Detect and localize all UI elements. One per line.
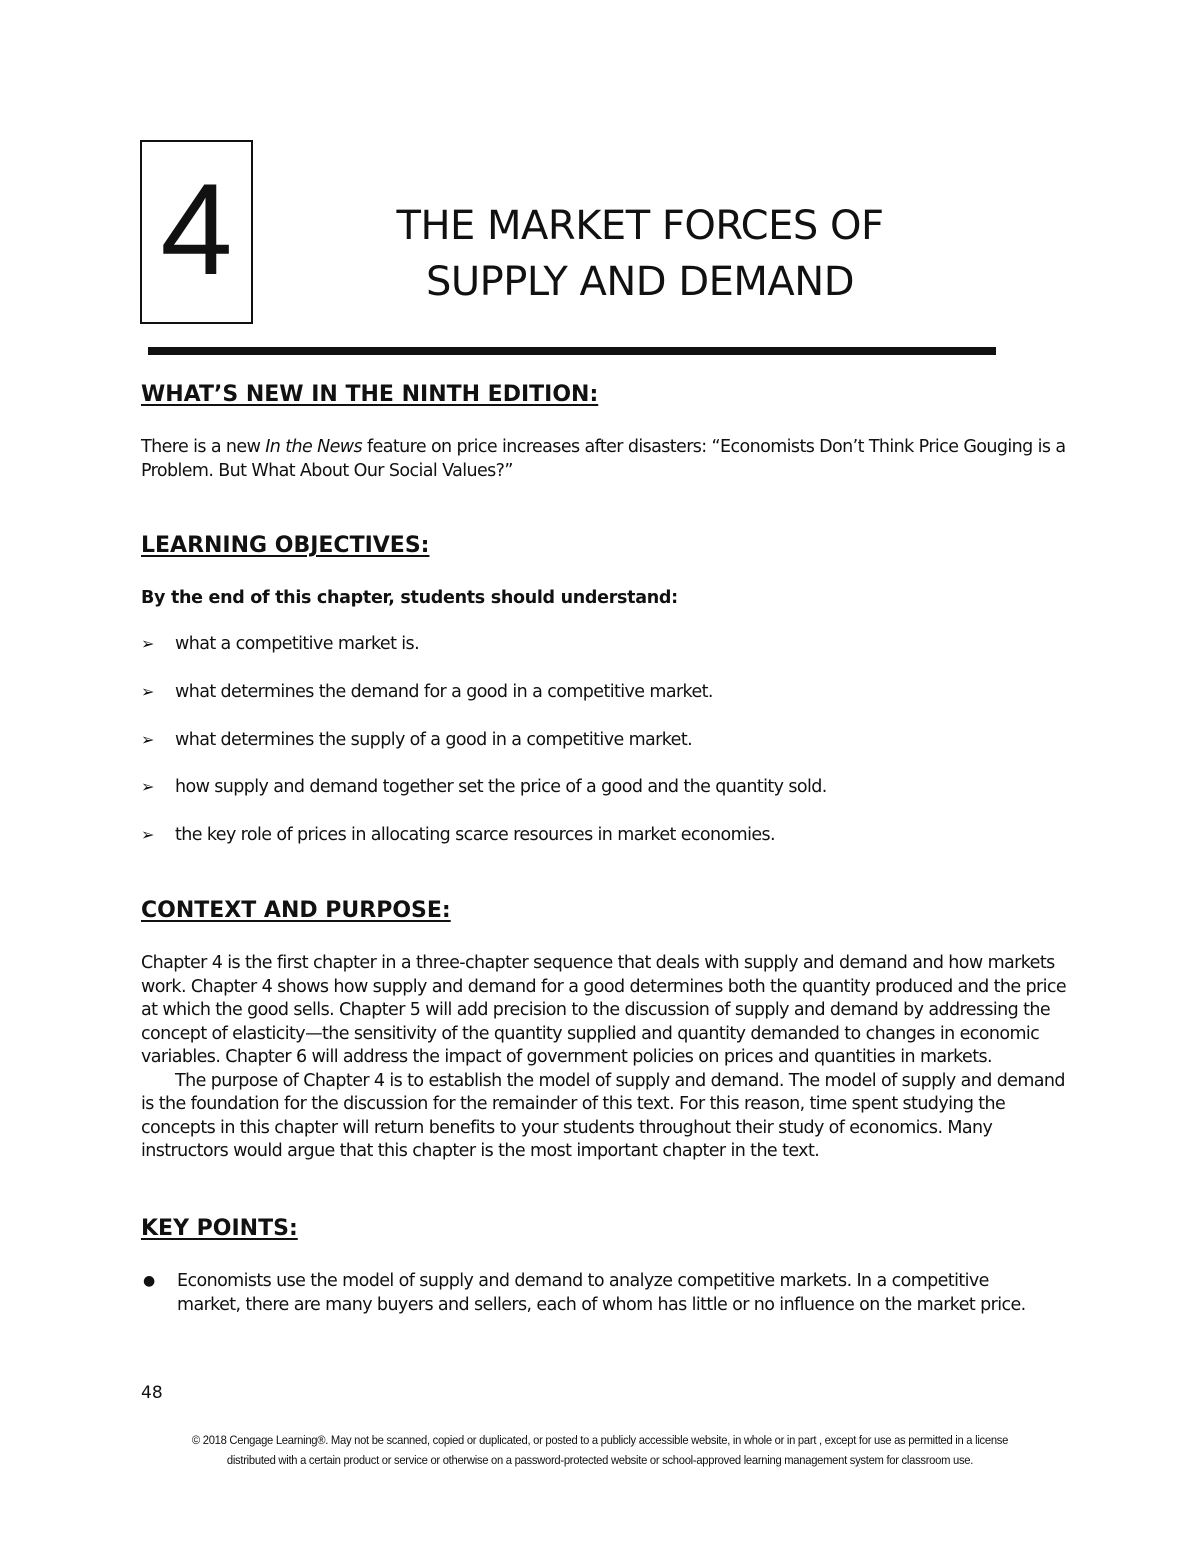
whats-new-text-end: feature on price increases after disasters: “Economists Don’t Think Price Gouging is a Problem. But What About Our Social Values?” [141,437,1066,481]
objective-text: how supply and demand together set the price of a good and the quantity sold. [175,777,827,797]
whats-new-text [141,436,1071,483]
arrow-bullet-icon: ➢ [141,777,154,796]
context-paragraph: Chapter 4 is the first chapter in a three-chapter sequence that deals with supply and demand and how markets work. Chapter 4 shows how supply and demand for a good determines both the quantity produced and the price at which the good sells. Chapter 5 will add precision to the discussion of supply and demand by addressing the concept of elasticity—the sensitivity of the quantity supplied and quantity demanded to changes in economic variables. Chapter 6 will address the impact of government policies on prices and quantities in markets. [141,953,1067,1067]
chapter-title-line1: THE MARKET FORCES OF [396,203,884,249]
context-body [141,952,1071,1164]
objective-item [141,730,692,750]
key-point-item [141,1270,1041,1317]
objective-item [141,682,713,702]
title-rule [148,347,996,355]
chapter-title-line2: SUPPLY AND DEMAND [425,259,854,305]
context-paragraph: The purpose of Chapter 4 is to establish the model of supply and demand. The model of supply and demand is the foundation for the discussion for the remainder of this text. For this reason, time spent studying the concepts in this chapter will return benefits to your students throughout their study of economics. Many instructors would argue that this chapter is the most important chapter in the text. [141,1070,1065,1161]
objective-text: what determines the demand for a good in a competitive market. [175,682,713,702]
chapter-title [330,198,950,310]
objective-item [141,825,775,845]
objective-text: what determines the supply of a good in a competitive market. [175,730,693,750]
copyright-notice: © 2018 Cengage Learning®. May not be scanned, copied or duplicated, or posted to a publicly accessible website, in whole or in part , except for use as permitted in a license distributed with a certain product or service or otherwise on a password-protected website or school-approved learning management system for classroom use. [191,1433,1009,1467]
objective-item [141,634,419,654]
whats-new-text-start: There is a new [141,437,266,457]
in-the-news-title: In the News [265,437,363,457]
objective-text: the key role of prices in allocating scarce resources in market economies. [175,825,775,845]
whats-new-heading: WHAT’S NEW IN THE NINTH EDITION: [141,382,599,407]
chapter-number-box [140,140,253,324]
objectives-lead-in: By the end of this chapter, students should understand: [141,588,678,608]
objective-text: what a competitive market is. [175,634,420,654]
arrow-bullet-icon: ➢ [141,825,154,844]
learning-objectives-heading: LEARNING OBJECTIVES: [141,533,430,558]
chapter-number: 4 [160,156,233,302]
context-heading: CONTEXT AND PURPOSE: [141,898,451,923]
key-point-text: Economists use the model of supply and demand to analyze competitive markets. In a competitive market, there are many buyers and sellers, each of whom has little or no influence on the market price. [177,1271,1026,1315]
arrow-bullet-icon: ➢ [141,682,154,701]
page-number: 48 [141,1383,163,1403]
key-points-heading: KEY POINTS: [141,1216,298,1241]
arrow-bullet-icon: ➢ [141,730,154,749]
bullet-icon: ● [143,1273,155,1289]
arrow-bullet-icon: ➢ [141,634,154,653]
objective-item [141,777,827,797]
